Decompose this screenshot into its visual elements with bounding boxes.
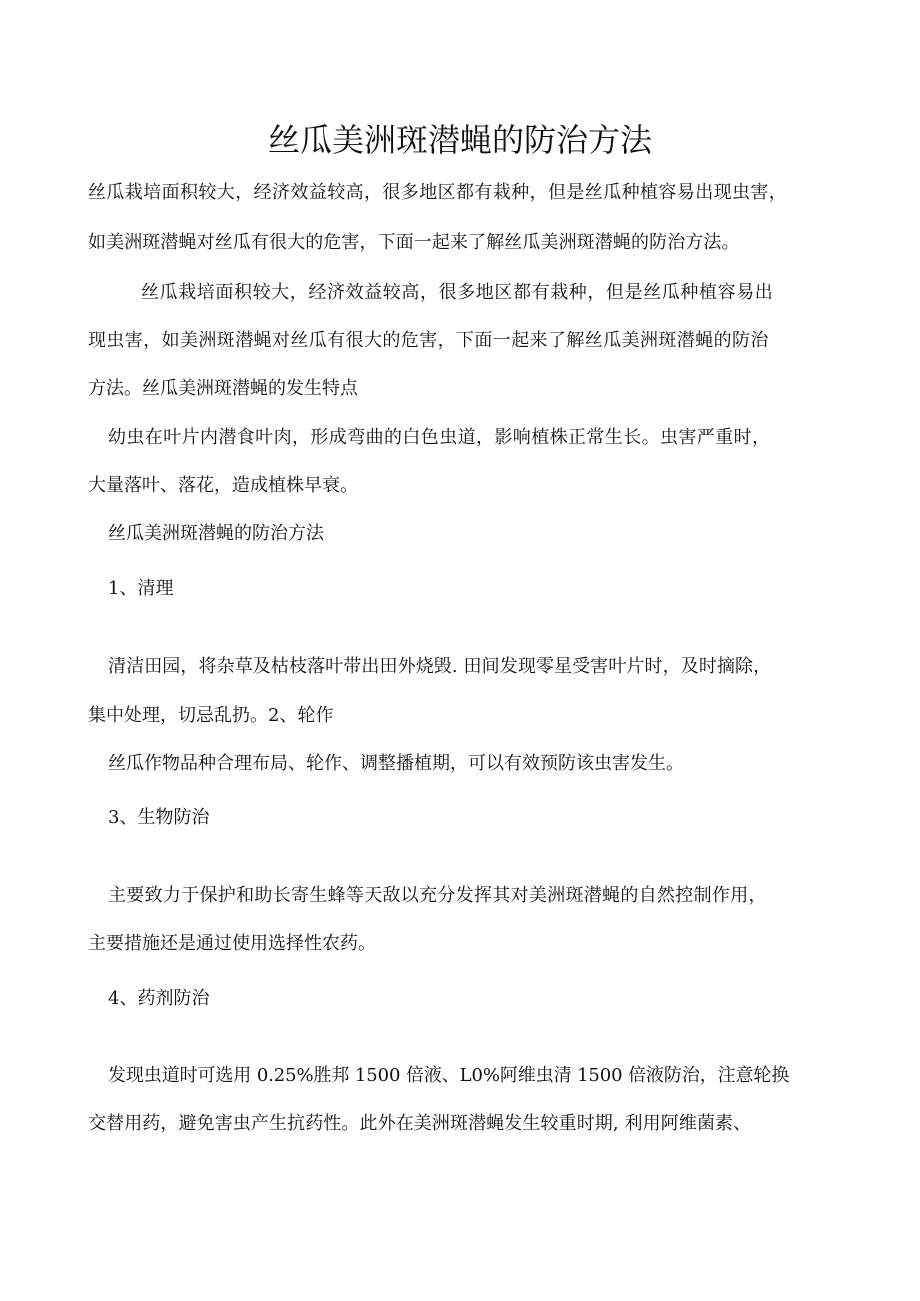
paragraph-line: 丝瓜栽培面积较大，经济效益较高，很多地区都有栽种，但是丝瓜种植容易出 [141, 282, 774, 303]
paragraph-line: 交替用药，避免害虫产生抗药性。此外在美洲斑潜蝇发生较重时期, 利用阿维菌素、 [88, 1113, 752, 1134]
paragraph-line: 主要措施还是通过使用选择性农药。 [88, 933, 376, 954]
paragraph-line: 丝瓜栽培面积较大，经济效益较高，很多地区都有栽种，但是丝瓜种植容易出现虫害， [88, 182, 788, 203]
page-title: 丝瓜美洲斑潜蝇的防治方法 [267, 121, 652, 159]
paragraph-line: 清洁田园，将杂草及枯枝落叶带出田外烧毁. 田间发现零星受害叶片时，及时摘除， [108, 656, 772, 677]
paragraph-line: 发现虫道时可选用 0.25%胜邦 1500 倍液、L0%阿维虫清 1500 倍液防治，注意轮换 [108, 1065, 790, 1086]
paragraph-line: 集中处理，切忌乱扔。2、轮作 [88, 705, 334, 726]
section-heading: 3、生物防治 [108, 807, 210, 828]
paragraph-line: 方法。丝瓜美洲斑潜蝇的发生特点 [88, 378, 358, 399]
paragraph-line: 主要致力于保护和助长寄生蜂等天敌以充分发挥其对美洲斑潜蝇的自然控制作用， [108, 885, 767, 906]
paragraph-line: 幼虫在叶片内潜食叶肉，形成弯曲的白色虫道，影响植株正常生长。虫害严重时， [108, 427, 771, 448]
section-heading: 4、药剂防治 [108, 988, 210, 1009]
section-heading: 1、清理 [108, 578, 174, 599]
paragraph-line: 如美洲斑潜蝇对丝瓜有很大的危害，下面一起来了解丝瓜美洲斑潜蝇的防治方法。 [88, 232, 740, 253]
paragraph-line: 现虫害，如美洲斑潜蝇对丝瓜有很大的危害，下面一起来了解丝瓜美洲斑潜蝇的防治 [88, 330, 769, 351]
paragraph-line: 大量落叶、落花，造成植株早衰。 [88, 475, 358, 496]
section-heading: 丝瓜美洲斑潜蝇的防治方法 [108, 523, 324, 544]
paragraph-line: 丝瓜作物品种合理布局、轮作、调整播植期，可以有效预防该虫害发生。 [108, 753, 684, 774]
